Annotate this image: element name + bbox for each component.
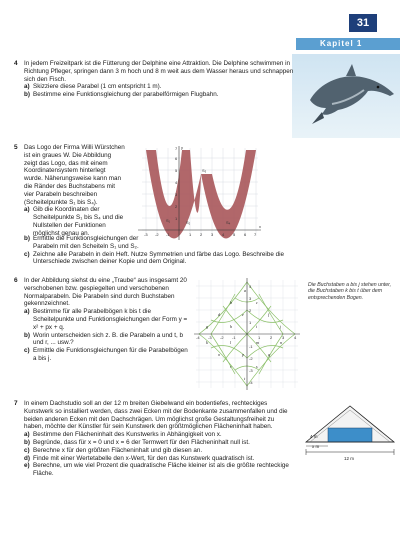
x-tick: -3: [144, 232, 148, 237]
subtask-text: Ermittle die Funktionsgleichungen für die Parabelbögen a bis j.: [33, 347, 188, 362]
y-tick: 7: [175, 146, 178, 151]
arc-letter: k: [206, 340, 208, 345]
y-tick: 1: [175, 216, 178, 221]
y-tick: -1: [249, 344, 253, 349]
subtask-label: c): [24, 446, 30, 454]
arc-letter: h: [230, 324, 233, 329]
arc-letter: i: [256, 324, 258, 329]
y-tick: -4: [249, 380, 253, 385]
subtask-text: Bestimme für alle Parabelbögen k bis t die Scheitelpunkte und Funktionsgleichungen der Form y = x² + px + q.: [33, 308, 188, 331]
subtask-label: b): [24, 91, 30, 99]
arc-letter: t: [244, 376, 246, 381]
subtask-label: a): [24, 83, 30, 91]
arc-letter: j: [280, 324, 282, 329]
arc-letter: q: [268, 352, 271, 357]
artwork-rectangle: [328, 428, 372, 442]
dolphin-photo: [292, 54, 400, 138]
exercise-number: 7: [14, 400, 18, 407]
subtask-text: Ermittle die Funktionsgleichungen der Parabeln mit den Scheiteln S₁ und S₂.: [33, 235, 139, 250]
exercise-intro: In der Abbildung siehst du eine „Traube“ aus insgesamt 20 verschobenen bzw. gespiegelten und verschobenen Normalparabeln. Die Parabeln sind durch Buchstaben gekennzeichnet.: [24, 277, 187, 308]
x-tick: -2: [220, 335, 224, 340]
subtask-text: Begründe, dass für x = 0 und x = 6 der Termwert für den Flächeninhalt null ist.: [33, 438, 250, 446]
arc-letter: c: [256, 300, 258, 305]
y-tick: 1: [249, 320, 252, 325]
arc-letter: l: [230, 340, 232, 345]
arc-letter: r: [230, 364, 232, 369]
y-tick: 3: [175, 192, 178, 197]
grape-graph: [190, 276, 304, 392]
x-label: x m: [312, 444, 320, 449]
subtask-text: Berechne x für den größten Flächeninhalt und gib diesen an.: [33, 446, 203, 454]
x-tick: 2: [200, 232, 203, 237]
arc-letter: p: [242, 352, 245, 357]
arc-letter: m: [256, 340, 260, 345]
vertex-label: S₂: [186, 220, 191, 225]
x-tick: 4: [294, 335, 297, 340]
exercise-intro: In einem Dachstudio soll an der 12 m breiten Giebelwand ein bodentiefes, rechteckiges Kunstwerk so installiert werden, dass zwei Ecken mit der Bodenkante zusammenfallen und die beiden anderen Ecken mit den Dachschrägen. Um möglichst große Gestaltungsfreiheit zu haben, möchte der Künstler für sein Kunstwerk den größtmöglichen Flächeninhalt haben.: [24, 400, 288, 431]
page-number: 31: [349, 14, 377, 32]
arc-letter: o: [218, 352, 221, 357]
subtask-label: b): [24, 235, 30, 242]
exercise-intro: Das Logo der Firma Willi Würstchen ist ein graues W. Die Abbildung zeigt das Logo, das mit einem Koordinatensystem hinterlegt wurde. Näherungsweise kann man die Ränder des Buchstabens mit vier Parabeln beschreiben (Scheitelpunkte S₁ bis S₄).: [24, 144, 125, 206]
subtask-text: Gib die Koordinaten der Scheitelpunkte S₁ bis S₄ und die Nullstellen der Funktionen möglichst genau an.: [33, 206, 124, 237]
subtask-text: Berechne, um wie viel Prozent die quadratische Fläche kleiner ist als die größte rechteckige Fläche.: [33, 462, 289, 478]
y-tick: 4: [249, 284, 252, 289]
exercise-6: [24, 277, 188, 363]
x-axis-label: x: [259, 224, 261, 229]
y-tick: 4: [175, 180, 178, 185]
gable-diagram: [304, 404, 396, 464]
arc-letter: a: [244, 288, 247, 293]
y-tick: 5: [175, 168, 178, 173]
subtask-text: Finde mit einer Wertetabelle den x-Wert, für den das Kunstwerk quadratisch ist.: [33, 454, 255, 462]
margin-note: Die Buchstaben a bis j stehen unter, die Buchstaben k bis t über dem entsprechenden Bogen.: [308, 282, 392, 301]
y-tick: -2: [249, 356, 253, 361]
x-tick: -2: [155, 232, 159, 237]
subtask-text: Bestimme den Flächeninhalt des Kunstwerks in Abhängigkeit von x.: [33, 431, 222, 439]
vertex-label: S₄: [226, 220, 231, 225]
x-tick: 6: [244, 232, 247, 237]
x-tick: 7: [254, 232, 257, 237]
subtask-label: b): [24, 438, 30, 446]
subtask-label: b): [24, 331, 30, 339]
height-label: 4 m: [310, 434, 318, 439]
subtask-label: a): [24, 308, 30, 316]
chapter-label: Kapitel 1: [296, 38, 400, 50]
subtask-label: c): [24, 250, 30, 258]
x-tick: 5: [233, 232, 236, 237]
x-tick: -4: [196, 335, 200, 340]
y-tick: 3: [249, 296, 252, 301]
arc-letter: d: [218, 312, 221, 317]
x-tick: -3: [208, 335, 212, 340]
vertex-label: S₁: [166, 218, 171, 223]
exercise-number: 6: [14, 277, 18, 284]
subtask-label: a): [24, 206, 30, 214]
y-tick: 2: [175, 204, 178, 209]
subtask-text: Skizziere diese Parabel (1 cm entspricht 1 m).: [33, 83, 162, 91]
x-tick: 4: [222, 232, 225, 237]
subtask-label: a): [24, 431, 30, 439]
y-tick: 6: [175, 156, 178, 161]
vertex-label: S₃: [202, 168, 207, 173]
arc-letter: g: [206, 324, 209, 329]
exercise-intro: In jedem Freizeitpark ist die Fütterung der Delphine eine Attraktion. Die Delphine schwimmen in Richtung Pfleger, springen dann 3 m hoch und 8 m weit aus dem Wasser heraus und schnappen sich den Fisch.: [24, 60, 294, 83]
y-axis-label: y: [181, 145, 183, 150]
exercise-5: [24, 144, 126, 238]
y-tick: 2: [249, 308, 252, 313]
arc-letter: f: [268, 312, 270, 317]
exercise-7: [24, 400, 292, 478]
x-tick: 1: [189, 232, 192, 237]
logo-left-arm: [146, 150, 201, 238]
x-tick: 3: [211, 232, 214, 237]
exercise-4: [24, 60, 294, 99]
arc-letter: s: [256, 364, 258, 369]
x-tick: 3: [282, 335, 285, 340]
x-tick: 2: [270, 335, 273, 340]
x-tick: -1: [232, 335, 236, 340]
logo-graph: [134, 144, 264, 244]
arc-letter: e: [242, 312, 244, 317]
subtask-label: d): [24, 454, 30, 462]
logo-right-arm: [201, 150, 256, 238]
exercise-number: 5: [14, 144, 18, 151]
y-tick: -3: [249, 368, 253, 373]
x-tick: 1: [258, 335, 261, 340]
arc-letter: n: [280, 340, 283, 345]
subtask-label: e): [24, 462, 30, 470]
exercise-number: 4: [14, 60, 18, 67]
subtask-text: Worin unterscheiden sich z. B. die Parabeln a und t, b und r, ... usw.?: [33, 331, 184, 347]
arc-letter: b: [230, 300, 233, 305]
subtask-text: Bestimme eine Funktionsgleichung der parabelförmigen Flugbahn.: [33, 91, 219, 99]
width-label: 12 m: [344, 456, 355, 461]
subtask-text: Zeichne alle Parabeln in dein Heft. Nutze Symmetrien und färbe das Logo. Beschreibe die Unterschiede zwischen deiner Kopie und dem Original.: [33, 250, 284, 266]
subtask-label: c): [24, 347, 30, 355]
x-tick: -1: [166, 232, 170, 237]
